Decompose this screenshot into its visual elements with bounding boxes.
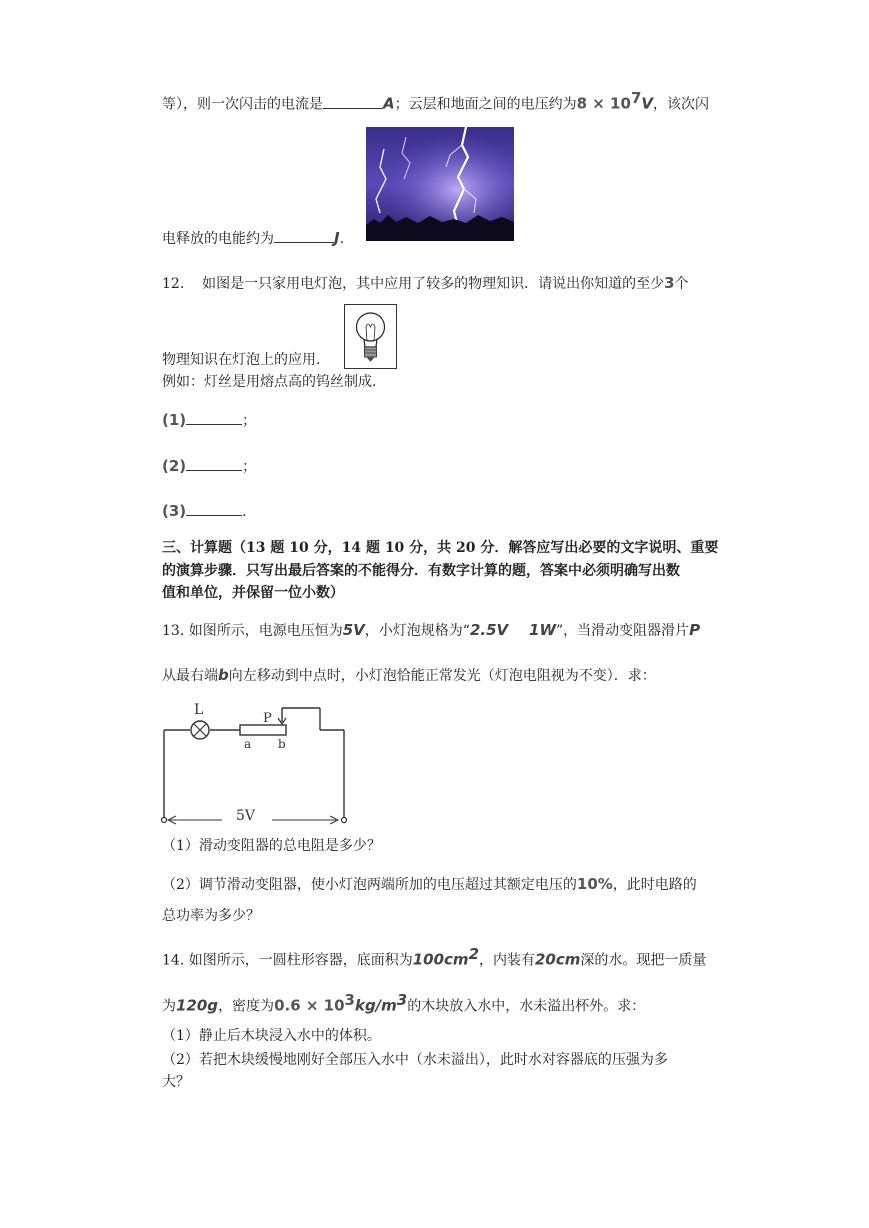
section3-line3: 值和单位，并保留一位小数） — [162, 585, 344, 601]
q13-line1 — [162, 620, 700, 641]
voltage-exponent: 7 — [630, 89, 642, 107]
q14-text-e: ，密度为 — [218, 998, 275, 1015]
q11-blank-energy[interactable] — [274, 228, 334, 243]
q13-sub1: （1）滑动变阻器的总电阻是多少？ — [162, 838, 381, 854]
q14-text-b: ，内装有 — [479, 952, 535, 969]
terminal-left — [162, 818, 167, 823]
q13-text-b: ，小灯泡规格为“ — [364, 623, 470, 639]
unit-joule: J — [334, 229, 340, 247]
q14-text-d: 为 — [162, 998, 176, 1015]
q14-sub2-cont: 大？ — [162, 1074, 190, 1090]
q13-sub2-text-b: ，此时电路的 — [612, 877, 697, 893]
voltage-value: 8 × 10 — [576, 94, 631, 113]
item-2-label: (2) — [162, 457, 187, 475]
q14-text-f: 的木块放入水中，水未溢出杯外。求： — [407, 998, 646, 1015]
lamp-label: L — [194, 702, 204, 718]
q14-density: 0.6 × 10 — [274, 996, 345, 1015]
q14-line2 — [162, 990, 645, 1017]
item-2-blank[interactable] — [186, 456, 242, 471]
q14-area: 100cm — [412, 950, 469, 969]
q12-line2: 物理知识在灯泡上的应用． — [162, 352, 330, 368]
unit-volt: V — [641, 94, 653, 113]
end-a-label: a — [244, 737, 252, 751]
item-2-end: ； — [242, 459, 257, 475]
q11-blank-current[interactable] — [323, 94, 383, 109]
rheostat-symbol — [240, 725, 286, 735]
q13-text-a: 13. 如图所示，电源电压恒为 — [162, 623, 343, 639]
q11-text-b: ；云层和地面之间的电压约为 — [394, 96, 577, 113]
item-3-blank[interactable] — [186, 501, 242, 516]
q14-text-a: 14. 如图所示，一圆柱形容器，底面积为 — [162, 952, 413, 969]
q14-depth: 20cm — [535, 950, 581, 969]
q12-item-1 — [162, 410, 256, 431]
q12-number: 12. — [162, 276, 185, 292]
end-b-label: b — [278, 737, 286, 751]
q11-line1 — [162, 88, 709, 115]
q13-text-e: 向左移动到中点时，小灯泡恰能正常发光（灯泡电阻视为不变）．求： — [228, 668, 656, 684]
q14-area-exp: 2 — [468, 945, 479, 963]
q12-text-a: 如图是一只家用电灯泡，其中应用了较多的物理知识．请说出你知道的至少 — [202, 276, 665, 292]
q12-text-b: 个 — [674, 276, 689, 292]
q13-line2 — [162, 665, 656, 686]
lightning-image — [366, 127, 514, 241]
q14-density-unit: kg/m — [354, 996, 397, 1015]
q11-text-d: 电释放的电能约为 — [162, 231, 274, 247]
q13-end-b: b — [218, 666, 229, 684]
q13-sub2-cont: 总功率为多少？ — [162, 908, 260, 924]
item-1-end: ； — [242, 413, 257, 429]
item-3-label: (3) — [162, 502, 187, 520]
q12-item-3 — [162, 501, 247, 522]
q11-text-a: 等），则一次闪击的电流是 — [162, 96, 323, 113]
section3-line1: 三、计算题（13 题 10 分，14 题 10 分，共 20 分．解答应写出必要的文字说明、重要 — [162, 540, 719, 556]
q13-percent: 10% — [576, 875, 613, 893]
item-1-blank[interactable] — [186, 410, 242, 425]
q14-text-c: 深的水。现把一质量 — [580, 952, 707, 969]
q13-text-d: 从最右端 — [162, 668, 218, 684]
q13-slider-p: P — [689, 621, 701, 639]
q11-text-c: ，该次闪 — [652, 96, 709, 113]
section3-line2: 的演算步骤．只写出最后答案的不能得分．有数字计算的题，答案中必须明确写出数 — [162, 563, 680, 579]
unit-ampere: A — [383, 94, 395, 113]
q12-example: 例如：灯丝是用熔点高的钨丝制成． — [162, 374, 386, 390]
q11-line2 — [162, 228, 344, 249]
light-bulb-image — [344, 304, 397, 369]
item-1-label: (1) — [162, 411, 187, 429]
q14-sub2: （2）若把木块缓慢地刚好全部压入水中（水未溢出），此时水对容器底的压强为多 — [162, 1052, 668, 1068]
q12-count: 3 — [664, 274, 675, 292]
q14-line1 — [162, 944, 706, 971]
q13-sub2 — [162, 874, 697, 895]
terminal-right — [342, 818, 347, 823]
q14-sub1: （1）静止后木块浸入水中的体积。 — [162, 1028, 381, 1044]
q14-density-exp: 3 — [344, 991, 355, 1009]
q13-sub2-text-a: （2）调节滑动变阻器，使小灯泡两端所加的电压超过其额定电压的 — [162, 877, 577, 893]
q13-bulb-spec: 2.5V 1W — [469, 621, 556, 639]
q14-density-unit-exp: 3 — [396, 991, 408, 1009]
circuit-diagram — [160, 700, 355, 828]
q13-voltage: 5V — [342, 621, 365, 639]
source-voltage-label: 5V — [236, 808, 256, 824]
q14-mass: 120g — [176, 996, 219, 1015]
q12-line1 — [162, 273, 689, 294]
q11-text-e: . — [339, 231, 345, 247]
slider-label: P — [263, 711, 272, 726]
q13-text-c: ”，当滑动变阻器滑片 — [556, 623, 690, 639]
q12-item-2 — [162, 456, 256, 477]
item-3-end: . — [242, 504, 247, 520]
